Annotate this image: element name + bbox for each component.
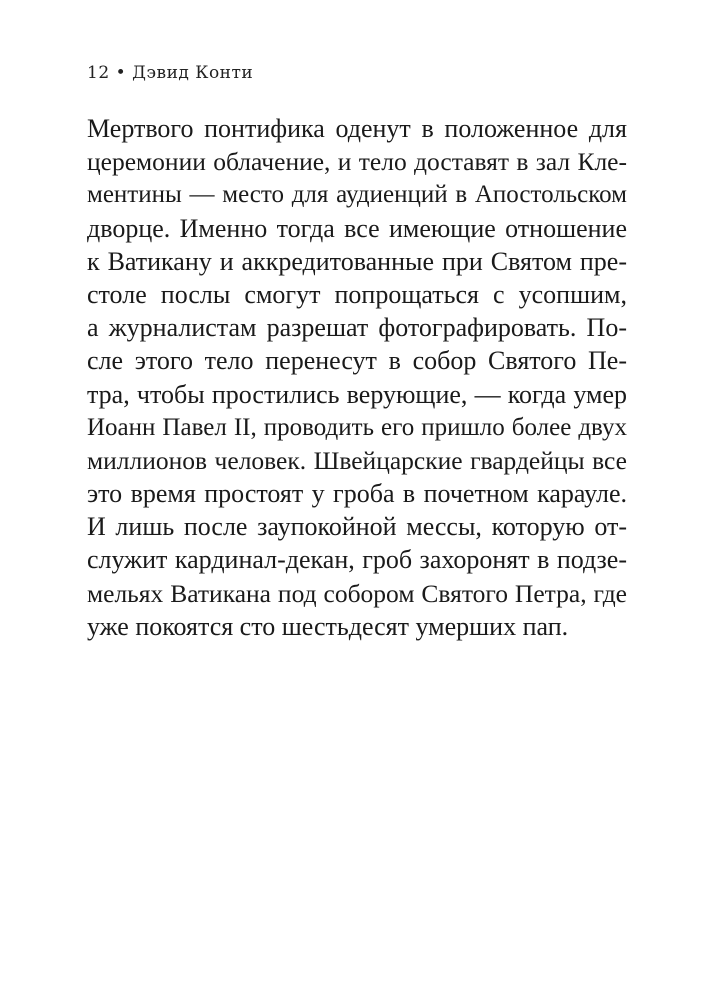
text-line: дворце. Именно тогда все имеющие отношение	[87, 213, 627, 243]
text-line: И лишь после заупокойной мессы, которую от-	[87, 512, 627, 542]
text-line: ментины — место для аудиенций в Апостольском	[87, 181, 627, 209]
running-head-author: Дэвид Конти	[132, 63, 254, 83]
text-line: церемонии облачение, и тело доставят в зал Кле-	[87, 147, 627, 177]
text-line-last: уже покоятся сто шестьдесят умерших пап.	[87, 611, 569, 641]
text-line: мельях Ватикана под собором Святого Петра, где	[87, 578, 627, 608]
page-header	[87, 63, 253, 83]
text-line: сле этого тело перенесут в собор Святого Пе-	[87, 346, 627, 376]
text-line: а журналистам разрешат фотографировать. По-	[87, 313, 627, 343]
text-line: служит кардинал-декан, гроб захоронят в подзе-	[87, 545, 627, 575]
page-number: 12	[87, 63, 110, 83]
body-paragraph	[87, 112, 627, 643]
text-line: это время простоят у гроба в почетном карауле.	[87, 479, 627, 509]
text-line: тра, чтобы простились верующие, — когда умер	[87, 379, 627, 409]
header-separator: •	[115, 63, 127, 83]
text-line: миллионов человек. Швейцарские гвардейцы все	[87, 445, 627, 475]
text-line: к Ватикану и аккредитованные при Святом пре-	[87, 246, 627, 276]
text-line: столе послы смогут попрощаться с усопшим,	[87, 279, 627, 309]
text-line: Иоанн Павел II, проводить его пришло более двух	[87, 413, 627, 441]
text-line: Мертвого понтифика оденут в положенное для	[87, 114, 627, 143]
